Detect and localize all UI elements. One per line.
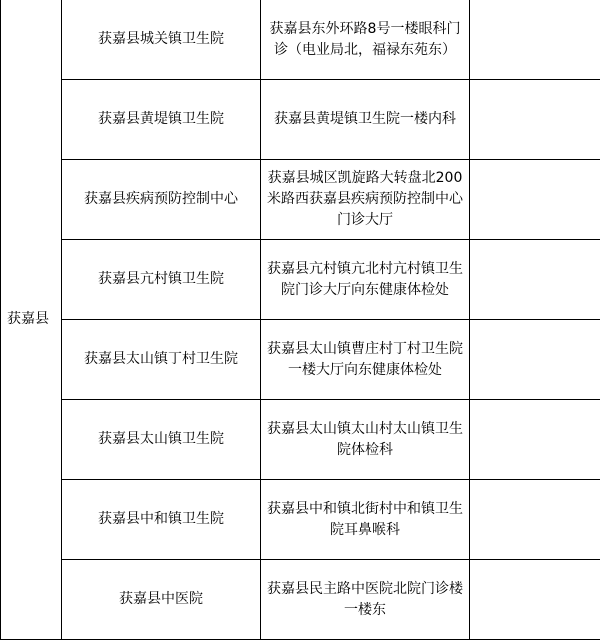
hospital-name-cell: 获嘉县太山镇卫生院 [62,400,261,480]
empty-cell [470,160,600,240]
address-cell: 获嘉县太山镇曹庄村丁村卫生院一楼大厅向东健康体检处 [261,320,470,400]
address-cell: 获嘉县民主路中医院北院门诊楼一楼东 [261,560,470,640]
table-row [1,80,600,160]
empty-cell [470,560,600,640]
table-row [1,480,600,560]
address-cell: 获嘉县亢村镇亢北村亢村镇卫生院门诊大厅向东健康体检处 [261,240,470,320]
hospital-name-cell: 获嘉县亢村镇卫生院 [62,240,261,320]
hospital-name-cell: 获嘉县疾病预防控制中心 [62,160,261,240]
hospital-name-cell: 获嘉县中和镇卫生院 [62,480,261,560]
hospital-name-cell: 获嘉县太山镇丁村卫生院 [62,320,261,400]
address-cell: 获嘉县太山镇太山村太山镇卫生院体检科 [261,400,470,480]
address-cell: 获嘉县中和镇北街村中和镇卫生院耳鼻喉科 [261,480,470,560]
empty-cell [470,0,600,80]
empty-cell [470,480,600,560]
empty-cell [470,240,600,320]
hospital-name-cell: 获嘉县中医院 [62,560,261,640]
table-row [1,400,600,480]
address-cell: 获嘉县黄堤镇卫生院一楼内科 [261,80,470,160]
table-row [1,0,600,80]
empty-cell [470,400,600,480]
empty-cell [470,80,600,160]
table-row [1,560,600,640]
table-row [1,160,600,240]
county-cell: 获嘉县 [1,0,62,640]
hospital-name-cell: 获嘉县城关镇卫生院 [62,0,261,80]
table-row [1,320,600,400]
hospital-name-cell: 获嘉县黄堤镇卫生院 [62,80,261,160]
address-cell: 获嘉县城区凯旋路大转盘北200米路西获嘉县疾病预防控制中心门诊大厅 [261,160,470,240]
empty-cell [470,320,600,400]
table-row [1,240,600,320]
address-cell: 获嘉县东外环路8号一楼眼科门诊（电业局北，福禄东苑东） [261,0,470,80]
